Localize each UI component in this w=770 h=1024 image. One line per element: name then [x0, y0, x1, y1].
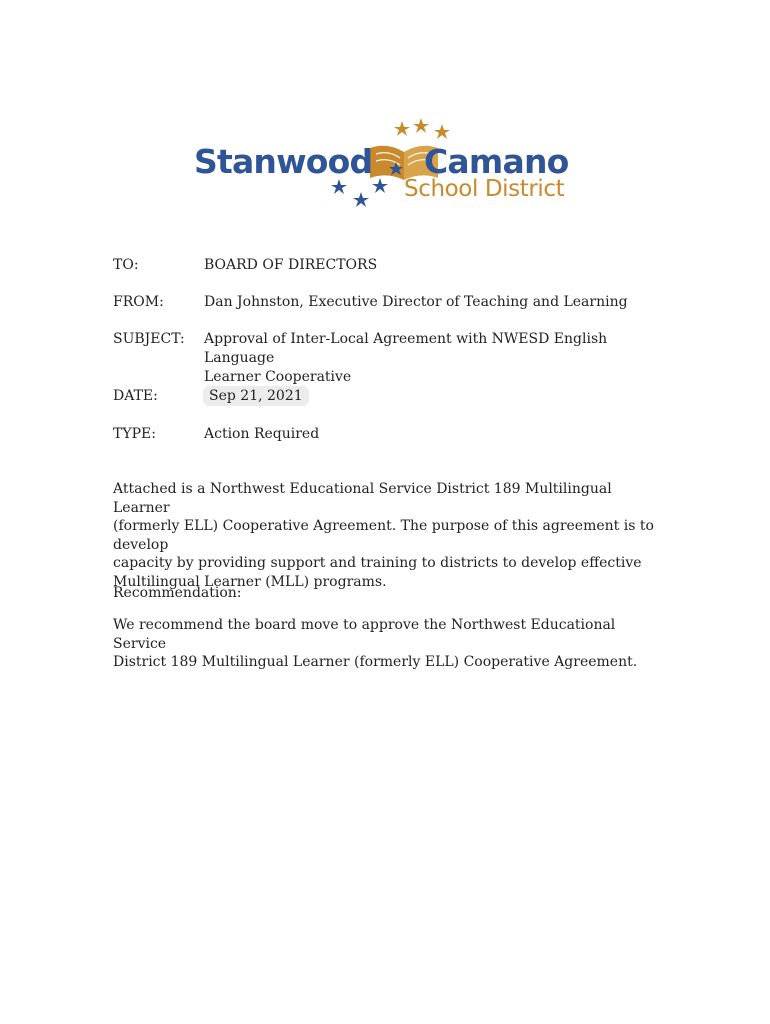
body-paragraph-1: [113, 480, 663, 591]
recommendation-heading: Recommendation:: [113, 585, 242, 601]
para2-line: We recommend the board move to approve the Northwest Educational Service: [113, 617, 616, 652]
subject-label: SUBJECT:: [113, 331, 185, 347]
star-icon: [434, 124, 450, 139]
star-icon: [372, 178, 388, 193]
date-value[interactable]: Sep 21, 2021: [203, 386, 309, 406]
logo-word-camano: Camano: [424, 142, 569, 181]
para1-line: Attached is a Northwest Educational Service District 189 Multilingual Learner: [113, 481, 612, 516]
star-icon: [331, 179, 347, 194]
para2-line: District 189 Multilingual Learner (formerly ELL) Cooperative Agreement.: [113, 654, 638, 670]
logo-subtitle: School District: [404, 176, 565, 202]
body-paragraph-2: [113, 616, 663, 672]
subject-value: [204, 330, 654, 387]
para1-line: capacity by providing support and training to districts to develop effective: [113, 555, 642, 571]
district-logo: [192, 118, 572, 210]
type-label: TYPE:: [113, 426, 156, 442]
from-label: FROM:: [113, 294, 164, 310]
subject-line-2: Learner Cooperative: [204, 369, 352, 385]
date-label: DATE:: [113, 388, 158, 404]
subject-line-1: Approval of Inter-Local Agreement with NWESD English Language: [204, 331, 608, 366]
star-icon: [394, 121, 410, 136]
star-icon: [413, 118, 429, 133]
type-value: Action Required: [204, 426, 320, 442]
para1-line: (formerly ELL) Cooperative Agreement. The purpose of this agreement is to develop: [113, 518, 654, 553]
to-value: BOARD OF DIRECTORS: [204, 257, 378, 273]
from-value: Dan Johnston, Executive Director of Teaching and Learning: [204, 294, 628, 310]
star-icon: [353, 192, 369, 207]
to-label: TO:: [113, 257, 139, 273]
para1-line: Multilingual Learner (MLL) programs.: [113, 573, 387, 590]
logo-word-stanwood: Stanwood: [194, 142, 373, 181]
